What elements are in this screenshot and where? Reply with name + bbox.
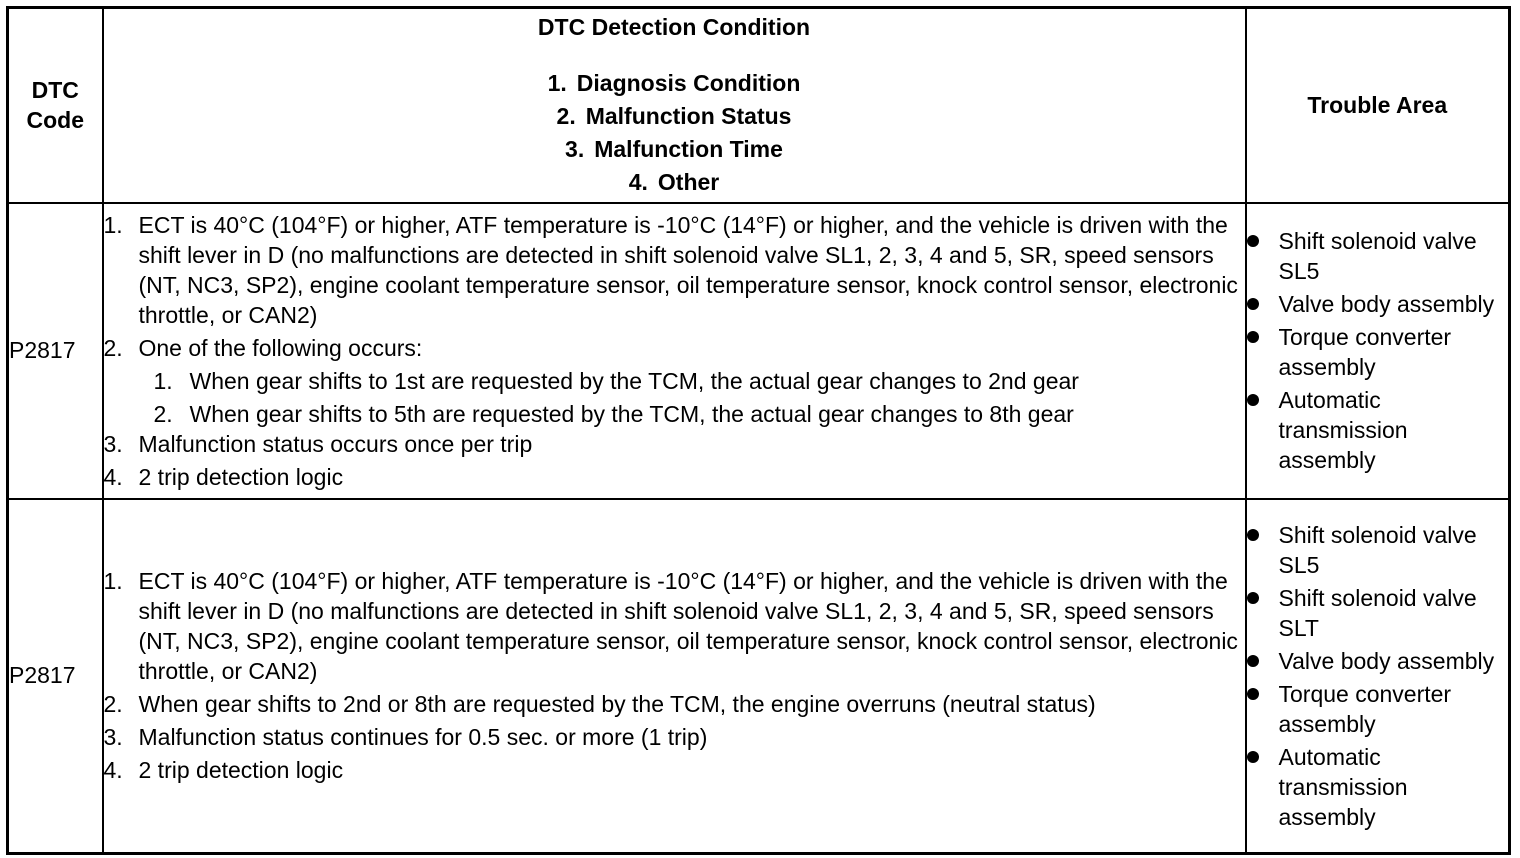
header-condition-item-text: Other xyxy=(657,168,720,195)
header-condition-item-number: 2. xyxy=(556,102,576,129)
dtc-code-cell: P2817 xyxy=(8,203,103,499)
condition-step xyxy=(104,462,1245,492)
trouble-area-cell xyxy=(1246,499,1510,854)
condition-step-number: 2. xyxy=(103,334,123,361)
table-row xyxy=(8,499,1510,854)
bullet-icon xyxy=(1247,331,1259,343)
condition-step-number: 3. xyxy=(103,430,123,457)
trouble-area-item xyxy=(1247,679,1509,739)
header-dtc-code-line-1: DTC xyxy=(31,77,79,104)
header-dtc-code xyxy=(8,8,103,203)
detection-condition-cell xyxy=(103,499,1246,854)
dtc-table xyxy=(6,6,1511,855)
trouble-area-item xyxy=(1247,289,1509,319)
bullet-icon xyxy=(1247,751,1259,763)
header-condition-item xyxy=(104,67,1245,100)
bullet-icon xyxy=(1247,655,1259,667)
condition-step-number: 1. xyxy=(103,568,123,595)
trouble-area-text: Valve body assembly xyxy=(1278,647,1495,674)
table-row xyxy=(8,203,1510,499)
condition-step-number: 4. xyxy=(103,463,123,490)
condition-step xyxy=(104,689,1245,719)
condition-step xyxy=(104,429,1245,459)
trouble-area-text: Automatic transmission assembly xyxy=(1278,387,1408,473)
trouble-area-text: Shift solenoid valve SLT xyxy=(1278,584,1477,641)
header-condition-item xyxy=(104,100,1245,133)
condition-step-text: 2 trip detection logic xyxy=(138,463,344,490)
header-detection-condition xyxy=(103,8,1246,203)
detection-condition-cell xyxy=(103,203,1246,499)
header-condition-item-text: Diagnosis Condition xyxy=(576,69,801,96)
condition-substep-text: When gear shifts to 1st are requested by the TCM, the actual gear changes to 2nd gear xyxy=(189,367,1079,394)
trouble-area-item xyxy=(1247,646,1509,676)
condition-step xyxy=(104,722,1245,752)
trouble-area-text: Shift solenoid valve SL5 xyxy=(1278,228,1477,284)
header-condition-item-number: 4. xyxy=(628,168,648,195)
trouble-area-item xyxy=(1247,226,1509,286)
condition-substep-number: 2. xyxy=(153,400,173,427)
table-header-row xyxy=(8,8,1510,203)
condition-substep-number: 1. xyxy=(153,367,173,394)
condition-substep-text: When gear shifts to 5th are requested by the TCM, the actual gear changes to 8th gear xyxy=(189,400,1074,427)
condition-step-number: 3. xyxy=(103,724,123,751)
trouble-area-text: Torque converter assembly xyxy=(1278,324,1452,380)
bullet-icon xyxy=(1247,529,1259,541)
trouble-area-text: Torque converter assembly xyxy=(1278,680,1452,737)
condition-step xyxy=(104,566,1245,686)
trouble-area-item xyxy=(1247,742,1509,832)
header-condition-item xyxy=(104,166,1245,199)
trouble-area-cell xyxy=(1246,203,1510,499)
condition-step xyxy=(104,755,1245,785)
bullet-icon xyxy=(1247,688,1259,700)
condition-step xyxy=(104,210,1245,330)
header-dtc-code-line-2: Code xyxy=(26,107,84,134)
condition-step-text: ECT is 40°C (104°F) or higher, ATF temperature is -10°C (14°F) or higher, and the vehicle is driven with the shift lever in D (no malfunctions are detected in shift solenoid valve SL1, 2, 3, 4 and 5, SR, speed sensors (NT, NC3, SP2), engine coolant temperature sensor, oil temperature sensor, knock control sensor, electronic throttle, or CAN2) xyxy=(138,568,1238,685)
trouble-area-item xyxy=(1247,520,1509,580)
header-trouble-area: Trouble Area xyxy=(1246,8,1510,203)
trouble-area-item xyxy=(1247,583,1509,643)
condition-step-text: When gear shifts to 2nd or 8th are requested by the TCM, the engine overruns (neutral status) xyxy=(138,691,1096,718)
bullet-icon xyxy=(1247,235,1259,247)
header-condition-item-number: 3. xyxy=(565,135,585,162)
condition-step-text: Malfunction status continues for 0.5 sec. or more (1 trip) xyxy=(138,724,708,751)
dtc-code-cell: P2817 xyxy=(8,499,103,854)
trouble-area-item xyxy=(1247,385,1509,475)
header-condition-item-text: Malfunction Time xyxy=(594,135,783,162)
trouble-area-text: Shift solenoid valve SL5 xyxy=(1278,521,1477,578)
header-detection-condition-title: DTC Detection Condition xyxy=(537,13,811,40)
bullet-icon xyxy=(1247,394,1259,406)
condition-step-text: 2 trip detection logic xyxy=(138,757,344,784)
condition-step-text: One of the following occurs: xyxy=(138,334,423,361)
condition-step-number: 1. xyxy=(103,211,123,238)
header-condition-item-text: Malfunction Status xyxy=(585,102,792,129)
header-condition-item-number: 1. xyxy=(547,69,567,96)
header-condition-item xyxy=(104,133,1245,166)
condition-step-text: Malfunction status occurs once per trip xyxy=(138,430,533,457)
condition-step xyxy=(104,333,1245,363)
condition-step-number: 4. xyxy=(103,757,123,784)
trouble-area-item xyxy=(1247,322,1509,382)
bullet-icon xyxy=(1247,298,1259,310)
trouble-area-text: Valve body assembly xyxy=(1278,291,1495,317)
condition-substep xyxy=(104,399,1245,429)
condition-step-number: 2. xyxy=(103,691,123,718)
condition-substep xyxy=(104,366,1245,396)
trouble-area-text: Automatic transmission assembly xyxy=(1278,743,1408,830)
condition-step-text: ECT is 40°C (104°F) or higher, ATF temperature is -10°C (14°F) or higher, and the vehicle is driven with the shift lever in D (no malfunctions are detected in shift solenoid valve SL1, 2, 3, 4 and 5, SR, speed sensors (NT, NC3, SP2), engine coolant temperature sensor, oil temperature sensor, knock control sensor, electronic throttle, or CAN2) xyxy=(138,211,1238,328)
bullet-icon xyxy=(1247,592,1259,604)
